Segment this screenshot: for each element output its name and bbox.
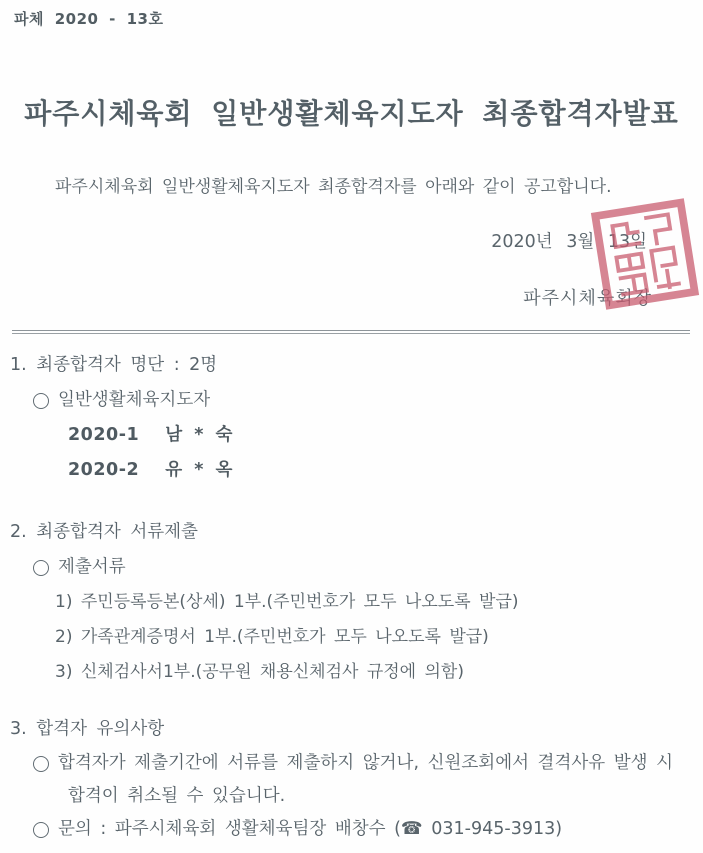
document-list-item: 3) 신체검사서1부.(공무원 채용신체검사 규정에 의함) [55, 662, 464, 682]
category-label: 일반생활체육지도자 [58, 390, 211, 410]
document-body [0, 348, 703, 846]
section3-heading: 3. 합격자 유의사항 [10, 719, 165, 739]
submit-docs-label: 제출서류 [58, 557, 126, 577]
candidate-number: 2020-1 [68, 425, 140, 445]
candidate-row [68, 453, 703, 488]
section2-subheading-line [33, 550, 703, 585]
notice-line [33, 747, 703, 780]
circle-bullet-icon [33, 756, 49, 772]
candidate-row [68, 418, 703, 453]
notice-text-continued: 합격이 취소될 수 있습니다. [68, 786, 286, 806]
candidate-name: 유 * 옥 [165, 459, 233, 480]
circle-bullet-icon [33, 560, 49, 576]
contact-line [33, 813, 703, 846]
circle-bullet-icon [33, 822, 49, 838]
document-list-item: 1) 주민등록등본(상세) 1부.(주민번호가 모두 나오도록 발급) [55, 592, 519, 612]
document-list-item: 2) 가족관계증명서 1부.(주민번호가 모두 나오도록 발급) [55, 627, 489, 647]
intro-paragraph: 파주시체육회 일반생활체육지도자 최종합격자를 아래와 같이 공고합니다. [55, 177, 612, 197]
announcement-date: 2020년 3월 13일 [491, 232, 647, 252]
signer-title: 파주시체육회장 [523, 288, 652, 309]
official-seal-icon [590, 197, 700, 311]
notice-text: 합격자가 제출기간에 서류를 제출하지 않거나, 신원조회에서 결격사유 발생 시 [58, 753, 674, 773]
doc-number: 파체 2020 - 13호 [14, 10, 164, 28]
section1-heading: 1. 최종합격자 명단 : 2명 [10, 355, 218, 375]
candidate-number: 2020-2 [68, 459, 140, 480]
section1-category-line [33, 383, 703, 418]
candidate-name: 남 * 숙 [165, 425, 233, 445]
double-rule-divider [12, 330, 690, 334]
page-title: 파주시체육회 일반생활체육지도자 최종합격자발표 [24, 97, 679, 130]
section2-heading: 2. 최종합격자 서류제출 [10, 522, 198, 542]
contact-text: 문의 : 파주시체육회 생활체육팀장 배창수 (☎ 031-945-3913) [58, 819, 563, 839]
notice-block [33, 747, 703, 846]
circle-bullet-icon [33, 393, 49, 409]
